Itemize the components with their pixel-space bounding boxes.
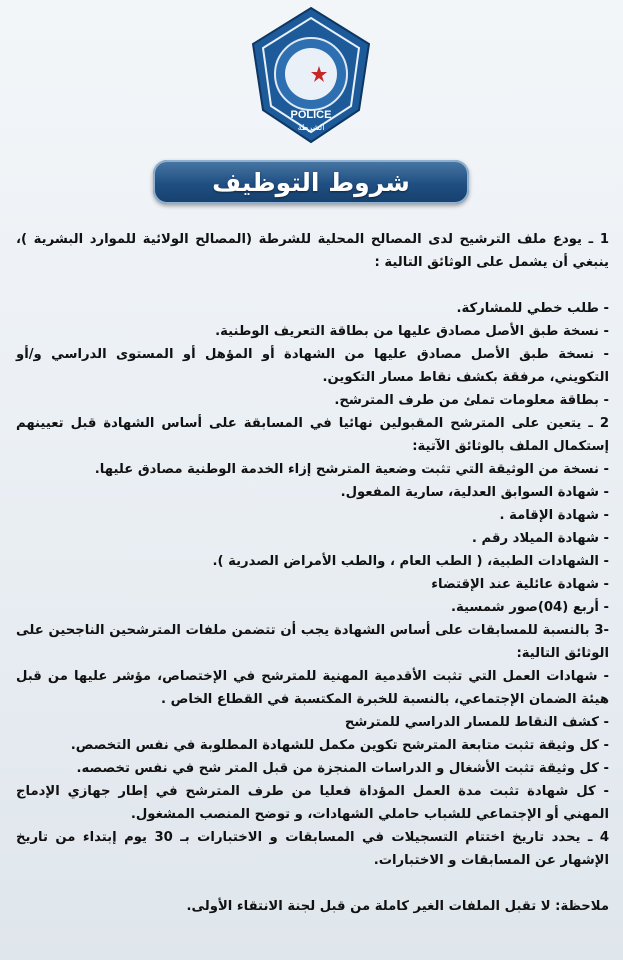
section-3: -3 بالنسبة للمسابقات على أساس الشهادة يجب أن تتضمن ملفات المترشحين الناجحين على الوثائق التالية: xyxy=(16,623,609,661)
doc-item: - كل وثيقة تثبت متابعة المترشح تكوين مكمل للشهادة المطلوبة في نفس التخصص. xyxy=(70,738,609,753)
note-text: ملاحظة: لا تقبل الملفات الغير كاملة من قبل لجنة الانتقاء الأولى. xyxy=(186,899,609,914)
emblem-police-text: POLICE xyxy=(290,109,332,121)
doc-item: - كل شهادة تثبت مدة العمل المؤداة فعليا من طرف المترشح في إطار جهازي الإدماج المهني أو الإجتماعي للشباب حاملي الشهادات، و توضح المنصب المشغول. xyxy=(16,784,609,822)
page-title: شروط التوظيف xyxy=(212,167,410,197)
section-4: 4 ـ يحدد تاريخ اختتام التسجيلات في المسابقات و الاختبارات بـ 30 يوم إبتداء من تاريخ الإشهار عن المسابقات و الاختبارات. xyxy=(16,830,610,868)
police-emblem xyxy=(247,6,375,144)
doc-item: - كل وثيقة تثبت الأشغال و الدراسات المنجزة من قبل المتر شح في نفس تخصصه. xyxy=(76,761,609,776)
doc-item: - الشهادات الطبية، ( الطب العام ، والطب الأمراض الصدرية ). xyxy=(212,554,609,569)
doc-item: - نسخة طبق الأصل مصادق عليها من الشهادة أو المؤهل أو المستوى الدراسي و/أو التكويني، مرفقة بكشف نقاط مسار التكوين. xyxy=(16,347,609,385)
doc-item: - كشف النقاط للمسار الدراسي للمترشح xyxy=(344,715,609,730)
doc-item: - بطاقة معلومات تملئ من طرف المترشح. xyxy=(334,393,609,408)
doc-item: - شهادة الإقامة . xyxy=(499,508,609,523)
requirements-text xyxy=(16,228,609,918)
section-2: 2 ـ يتعين على المترشح المقبولين نهائيا في المسابقة على أساس الشهادة قبل تعيينهم إستكمال الملف بالوثائق الآتية: xyxy=(16,416,609,454)
doc-item: - نسخة من الوثيقة التي تثبت وضعية المترشح إزاء الخدمة الوطنية مصادق عليها. xyxy=(94,462,609,477)
doc-item: - شهادة عائلية عند الإقتضاء xyxy=(431,577,609,592)
doc-item: - شهادة الميلاد رقم . xyxy=(471,531,609,546)
doc-item: - شهادات العمل التي تثبت الأقدمية المهنية للمترشح في الإختصاص، مؤشر عليها من قبل هيئة الضمان الإجتماعي، بالنسبة للخبرة المكتسبة في القطاع الخاص . xyxy=(16,669,609,707)
emblem-arabic-text: الشرطة xyxy=(297,123,325,132)
doc-item: - أربع (04)صور شمسية. xyxy=(451,600,609,615)
doc-item: - شهادة السوابق العدلية، سارية المفعول. xyxy=(340,485,609,500)
title-banner xyxy=(153,160,469,204)
doc-item: - نسخة طبق الأصل مصادق عليها من بطاقة التعريف الوطنية. xyxy=(215,324,609,339)
section-1: 1 ـ يودع ملف الترشيح لدى المصالح المحلية للشرطة (المصالح الولائية للموارد البشرية )، ينبغي أن يشمل على الوثائق التالية : xyxy=(16,232,609,270)
doc-item: - طلب خطي للمشاركة. xyxy=(456,301,609,316)
